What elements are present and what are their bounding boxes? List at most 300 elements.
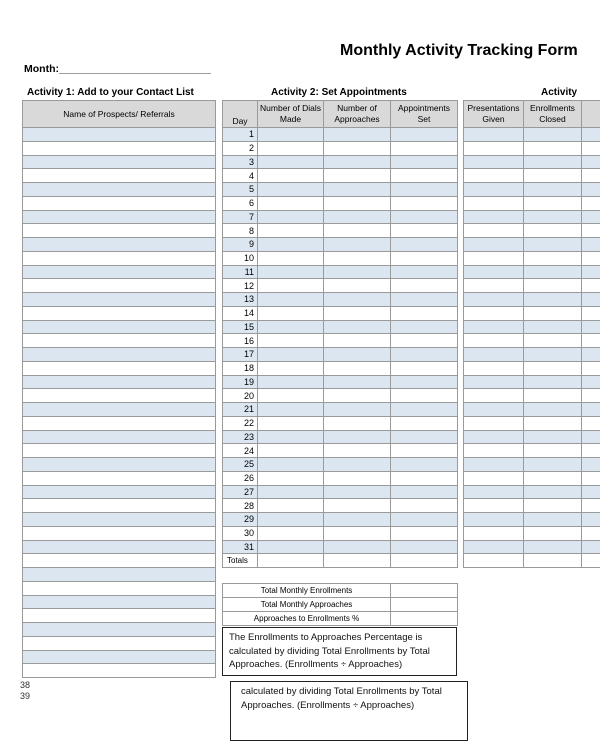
extra-cell[interactable] [582,210,600,224]
appointments-cell[interactable] [391,389,458,403]
presentation-row [464,403,600,417]
presentations-column-header: Presentations Given [464,101,524,128]
extra-cell[interactable] [582,389,600,403]
approaches-total-cell[interactable] [324,554,391,568]
approaches-cell[interactable] [324,293,391,307]
dials-cell[interactable] [258,389,324,403]
contact-row [23,444,216,458]
contact-row [23,169,216,183]
presentations-cell[interactable] [464,389,524,403]
presentations-cell[interactable] [464,361,524,375]
presentations-cell[interactable] [464,348,524,362]
appointments-cell[interactable] [391,169,458,183]
prospect-name-cell[interactable] [23,141,216,155]
presentations-cell[interactable] [464,183,524,197]
summary-value-cell[interactable] [391,584,458,598]
presentation-row [464,513,600,527]
dials-total-cell[interactable] [258,554,324,568]
extra-cell[interactable] [582,224,600,238]
contact-row [23,375,216,389]
activity-3-heading: Activity [541,87,577,98]
presentations-cell[interactable] [464,196,524,210]
approaches-cell[interactable] [324,471,391,485]
presentations-cell[interactable] [464,403,524,417]
dials-cell[interactable] [258,499,324,513]
prospect-name-cell[interactable] [23,568,216,582]
contact-row [23,526,216,540]
approaches-cell[interactable] [324,183,391,197]
extra-cell[interactable] [582,430,600,444]
contact-row [23,141,216,155]
extra-cell[interactable] [582,265,600,279]
presentation-row [464,293,600,307]
summary-label: Approaches to Enrollments % [223,612,391,626]
prospect-name-cell[interactable] [23,554,216,568]
prospect-name-cell[interactable] [23,403,216,417]
approaches-cell[interactable] [324,458,391,472]
dials-cell[interactable] [258,348,324,362]
appointments-cell[interactable] [391,361,458,375]
extra-cell[interactable] [582,196,600,210]
extra-cell[interactable] [582,169,600,183]
extra-cell[interactable] [582,238,600,252]
prospect-name-cell[interactable] [23,224,216,238]
approaches-cell[interactable] [324,169,391,183]
approaches-cell[interactable] [324,513,391,527]
presentations-cell[interactable] [464,430,524,444]
presentations-cell[interactable] [464,334,524,348]
approaches-cell[interactable] [324,320,391,334]
dials-cell[interactable] [258,169,324,183]
dials-cell[interactable] [258,526,324,540]
enrollments-column-header: Enrollments Closed [524,101,582,128]
enrollments-cell[interactable] [524,348,582,362]
prospect-name-cell[interactable] [23,251,216,265]
prospect-name-cell[interactable] [23,471,216,485]
extra-cell[interactable] [582,251,600,265]
appointments-cell[interactable] [391,334,458,348]
enrollments-cell[interactable] [524,251,582,265]
dials-cell[interactable] [258,485,324,499]
prospect-name-cell[interactable] [23,238,216,252]
enrollments-cell[interactable] [524,196,582,210]
day-column-header: Day [223,101,258,128]
presentation-row [464,155,600,169]
day-number: 4 [223,169,258,183]
prospect-name-cell[interactable] [23,306,216,320]
contact-row [23,554,216,568]
totals-row [223,554,458,568]
day-number: 10 [223,251,258,265]
presentation-row [464,485,600,499]
contact-row [23,430,216,444]
appointments-cell[interactable] [391,238,458,252]
enrollments-cell[interactable] [524,238,582,252]
dials-cell[interactable] [258,334,324,348]
day-row [223,183,458,197]
extra-cell[interactable] [582,334,600,348]
extra-cell[interactable] [582,141,600,155]
presentations-cell[interactable] [464,293,524,307]
prospect-name-cell[interactable] [23,623,216,637]
contact-row [23,416,216,430]
dials-cell[interactable] [258,293,324,307]
presentation-row [464,128,600,142]
approaches-cell[interactable] [324,403,391,417]
contact-row [23,471,216,485]
day-number: 12 [223,279,258,293]
appointments-cell[interactable] [391,320,458,334]
extra-cell[interactable] [582,499,600,513]
dials-cell[interactable] [258,224,324,238]
dials-cell[interactable] [258,183,324,197]
enrollments-cell[interactable] [524,334,582,348]
prospect-name-cell[interactable] [23,196,216,210]
approaches-cell[interactable] [324,430,391,444]
dials-cell[interactable] [258,430,324,444]
enrollments-cell[interactable] [524,458,582,472]
dials-cell[interactable] [258,375,324,389]
enrollments-cell[interactable] [524,155,582,169]
extra-cell[interactable] [582,444,600,458]
prospect-name-cell[interactable] [23,155,216,169]
dials-cell[interactable] [258,238,324,252]
appointments-cell[interactable] [391,540,458,554]
enrollments-cell[interactable] [524,416,582,430]
appointments-cell[interactable] [391,265,458,279]
dials-cell[interactable] [258,444,324,458]
prospect-name-cell[interactable] [23,210,216,224]
dials-cell[interactable] [258,403,324,417]
prospect-name-cell[interactable] [23,293,216,307]
presentations-cell[interactable] [464,416,524,430]
day-number: 23 [223,430,258,444]
day-row [223,293,458,307]
appointments-cell[interactable] [391,416,458,430]
approaches-cell[interactable] [324,499,391,513]
appointments-cell[interactable] [391,251,458,265]
presentations-cell[interactable] [464,540,524,554]
dials-cell[interactable] [258,279,324,293]
prospect-name-cell[interactable] [23,499,216,513]
prospect-name-cell[interactable] [23,334,216,348]
appointments-cell[interactable] [391,210,458,224]
extra-cell[interactable] [582,375,600,389]
extra-cell[interactable] [582,471,600,485]
appointments-cell[interactable] [391,513,458,527]
dials-cell[interactable] [258,416,324,430]
prospect-name-cell[interactable] [23,595,216,609]
day-number: 28 [223,499,258,513]
dials-cell[interactable] [258,196,324,210]
appointments-cell[interactable] [391,293,458,307]
presentations-cell[interactable] [464,444,524,458]
appointments-cell[interactable] [391,279,458,293]
appointments-cell[interactable] [391,403,458,417]
day-number: 15 [223,320,258,334]
approaches-cell[interactable] [324,279,391,293]
contact-list-table [22,100,216,678]
prospect-name-cell[interactable] [23,526,216,540]
enrollments-cell[interactable] [524,403,582,417]
presentation-row [464,430,600,444]
day-number: 31 [223,540,258,554]
enrollments-cell[interactable] [524,526,582,540]
extra-cell[interactable] [582,320,600,334]
enrollments-cell[interactable] [524,141,582,155]
prospect-name-cell[interactable] [23,458,216,472]
presentation-row [464,183,600,197]
enrollments-cell[interactable] [524,471,582,485]
prospect-name-cell[interactable] [23,361,216,375]
enrollments-cell[interactable] [524,183,582,197]
extra-cell[interactable] [582,540,600,554]
prospect-name-cell[interactable] [23,650,216,664]
extra-cell[interactable] [582,348,600,362]
contact-row [23,251,216,265]
percentage-note: The Enrollments to Approaches Percentage is calculated by dividing Total Enrollments by Total Approaches. (Enrollments ÷ Approaches) [222,627,457,676]
summary-row [223,612,458,626]
prospect-name-cell[interactable] [23,636,216,650]
enrollments-cell[interactable] [524,485,582,499]
enrollments-cell[interactable] [524,224,582,238]
approaches-cell[interactable] [324,128,391,142]
extra-cell[interactable] [582,306,600,320]
extra-cell[interactable] [582,526,600,540]
presentation-row [464,334,600,348]
presentations-cell[interactable] [464,141,524,155]
dials-cell[interactable] [258,210,324,224]
approaches-cell[interactable] [324,485,391,499]
presentations-cell[interactable] [464,128,524,142]
dials-cell[interactable] [258,306,324,320]
enrollments-cell[interactable] [524,279,582,293]
prospect-name-cell[interactable] [23,581,216,595]
contact-row [23,183,216,197]
appointments-cell[interactable] [391,348,458,362]
presentations-cell[interactable] [464,499,524,513]
extra-cell[interactable] [582,155,600,169]
enrollments-cell[interactable] [524,306,582,320]
enrollments-cell[interactable] [524,540,582,554]
presentations-cell[interactable] [464,155,524,169]
appointments-cell[interactable] [391,471,458,485]
enrollments-cell[interactable] [524,499,582,513]
approaches-cell[interactable] [324,306,391,320]
presentation-row [464,458,600,472]
day-row [223,251,458,265]
prospect-name-cell[interactable] [23,375,216,389]
appointments-header-row [223,101,458,128]
day-row [223,444,458,458]
presentation-row [464,196,600,210]
dials-cell[interactable] [258,540,324,554]
approaches-cell[interactable] [324,375,391,389]
presentations-total-cell[interactable] [464,554,524,568]
appointments-cell[interactable] [391,375,458,389]
dials-cell[interactable] [258,471,324,485]
appointments-cell[interactable] [391,224,458,238]
extra-cell[interactable] [582,361,600,375]
presentations-cell[interactable] [464,375,524,389]
appointments-cell[interactable] [391,430,458,444]
contact-row [23,196,216,210]
approaches-cell[interactable] [324,155,391,169]
presentations-cell[interactable] [464,306,524,320]
enrollments-cell[interactable] [524,430,582,444]
day-number: 13 [223,293,258,307]
presentations-cell[interactable] [464,210,524,224]
extra-cell[interactable] [582,279,600,293]
day-row [223,169,458,183]
contact-row [23,636,216,650]
presentations-cell[interactable] [464,169,524,183]
presentations-cell[interactable] [464,238,524,252]
enrollments-cell[interactable] [524,389,582,403]
day-row [223,210,458,224]
prospect-name-cell[interactable] [23,279,216,293]
appointments-cell[interactable] [391,141,458,155]
presentations-cell[interactable] [464,251,524,265]
extra-cell[interactable] [582,293,600,307]
contact-row [23,485,216,499]
appointments-cell[interactable] [391,485,458,499]
enrollments-cell[interactable] [524,361,582,375]
appointments-cell[interactable] [391,128,458,142]
appointments-total-cell[interactable] [391,554,458,568]
prospect-name-cell[interactable] [23,444,216,458]
prospect-name-cell[interactable] [23,348,216,362]
prospect-name-cell[interactable] [23,183,216,197]
presentations-cell[interactable] [464,485,524,499]
dials-cell[interactable] [258,141,324,155]
extra-cell[interactable] [582,416,600,430]
enrollments-cell[interactable] [524,169,582,183]
appointments-cell[interactable] [391,444,458,458]
approaches-cell[interactable] [324,210,391,224]
presentation-row [464,265,600,279]
appointments-cell[interactable] [391,196,458,210]
approaches-cell[interactable] [324,224,391,238]
approaches-cell[interactable] [324,196,391,210]
dials-cell[interactable] [258,251,324,265]
enrollments-cell[interactable] [524,375,582,389]
prospect-name-cell[interactable] [23,265,216,279]
dials-cell[interactable] [258,128,324,142]
enrollments-cell[interactable] [524,513,582,527]
prospect-name-cell[interactable] [23,485,216,499]
approaches-cell[interactable] [324,361,391,375]
approaches-cell[interactable] [324,141,391,155]
enrollments-cell[interactable] [524,320,582,334]
prospect-name-cell[interactable] [23,416,216,430]
dials-cell[interactable] [258,513,324,527]
presentation-row [464,416,600,430]
prospect-name-cell[interactable] [23,664,216,678]
appointments-cell[interactable] [391,499,458,513]
day-number: 9 [223,238,258,252]
dials-cell[interactable] [258,265,324,279]
dials-cell[interactable] [258,458,324,472]
extra-cell[interactable] [582,513,600,527]
prospect-name-cell[interactable] [23,128,216,142]
dials-cell[interactable] [258,361,324,375]
prospect-name-cell[interactable] [23,169,216,183]
presentations-cell[interactable] [464,458,524,472]
day-number: 6 [223,196,258,210]
approaches-cell[interactable] [324,348,391,362]
presentation-row [464,389,600,403]
day-row [223,306,458,320]
contact-row [23,210,216,224]
enrollments-cell[interactable] [524,210,582,224]
presentations-cell[interactable] [464,471,524,485]
presentations-totals-row [464,554,600,568]
presentations-cell[interactable] [464,513,524,527]
enrollments-cell[interactable] [524,444,582,458]
presentation-row [464,499,600,513]
summary-value-cell[interactable] [391,598,458,612]
prospect-name-cell[interactable] [23,320,216,334]
presentation-row [464,444,600,458]
approaches-cell[interactable] [324,540,391,554]
appointments-cell[interactable] [391,306,458,320]
approaches-cell[interactable] [324,526,391,540]
prospect-name-cell[interactable] [23,609,216,623]
extra-cell[interactable] [582,403,600,417]
prospect-name-cell[interactable] [23,540,216,554]
approaches-cell[interactable] [324,334,391,348]
appointments-cell[interactable] [391,183,458,197]
presentations-cell[interactable] [464,279,524,293]
extra-total-cell[interactable] [582,554,600,568]
dials-cell[interactable] [258,155,324,169]
presentations-cell[interactable] [464,265,524,279]
enrollments-total-cell[interactable] [524,554,582,568]
day-number: 26 [223,471,258,485]
prospect-name-cell[interactable] [23,389,216,403]
extra-column-header [582,101,600,128]
extra-cell[interactable] [582,485,600,499]
prospect-name-cell[interactable] [23,513,216,527]
summary-value-cell[interactable] [391,612,458,626]
extra-cell[interactable] [582,128,600,142]
approaches-cell[interactable] [324,251,391,265]
approaches-cell[interactable] [324,389,391,403]
approaches-cell[interactable] [324,265,391,279]
extra-cell[interactable] [582,183,600,197]
extra-cell[interactable] [582,458,600,472]
appointments-cell[interactable] [391,155,458,169]
month-field[interactable]: Month:__________________________ [24,63,211,75]
enrollments-cell[interactable] [524,293,582,307]
appointments-cell[interactable] [391,526,458,540]
day-row [223,499,458,513]
enrollments-cell[interactable] [524,128,582,142]
day-row [223,389,458,403]
presentations-cell[interactable] [464,320,524,334]
presentations-cell[interactable] [464,526,524,540]
approaches-cell[interactable] [324,444,391,458]
prospect-name-cell[interactable] [23,430,216,444]
approaches-cell[interactable] [324,416,391,430]
presentations-cell[interactable] [464,224,524,238]
approaches-cell[interactable] [324,238,391,252]
enrollments-cell[interactable] [524,265,582,279]
day-row [223,265,458,279]
appointments-cell[interactable] [391,458,458,472]
dials-cell[interactable] [258,320,324,334]
